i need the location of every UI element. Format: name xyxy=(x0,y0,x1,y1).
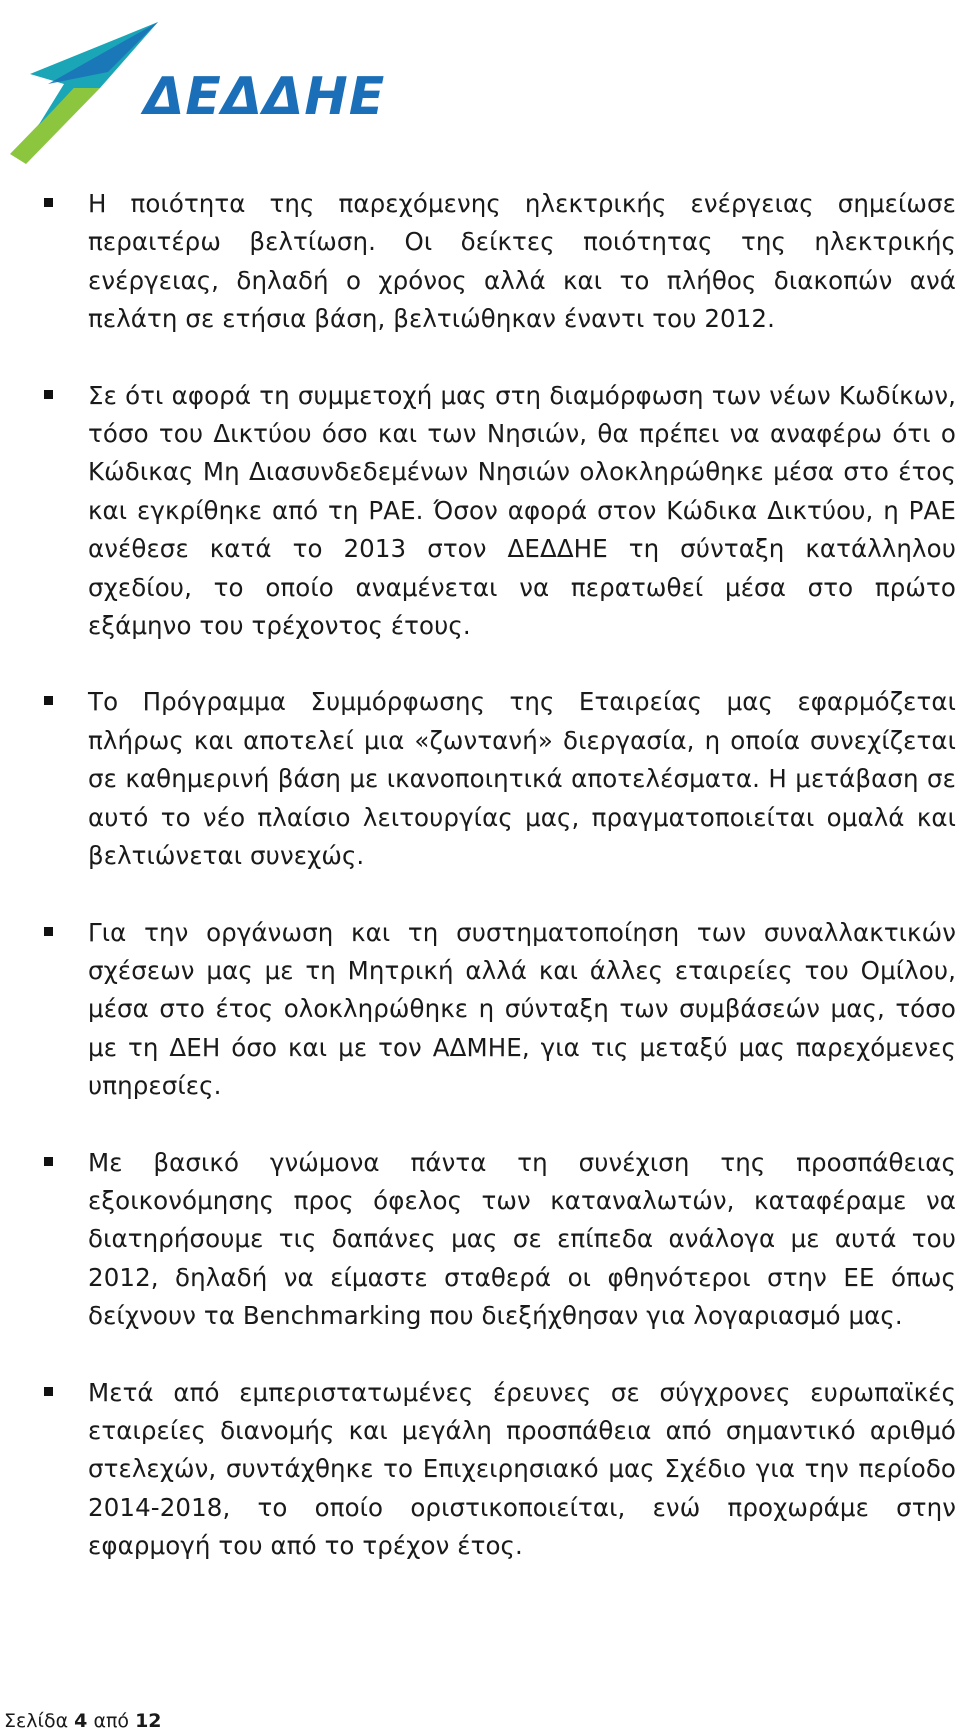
bullet-list xyxy=(0,185,960,1604)
square-bullet-icon xyxy=(44,696,53,705)
square-bullet-icon xyxy=(44,390,53,399)
bullet-text: Για την οργάνωση και τη συστηματοποίηση των συναλλακτικών σχέσεων μας με τη Μητρική αλλά και άλλες εταιρείες του Ομίλου, μέσα στο έτος ολοκληρώθηκε η σύνταξη των συμβάσεών μας, τόσο με τη ΔΕΗ όσο και με τον ΑΔΜΗΕ, για τις μεταξύ μας παρεχόμενες υπηρεσίες. xyxy=(88,917,956,1101)
bullet-text: Το Πρόγραμμα Συμμόρφωσης της Εταιρείας μας εφαρμόζεται πλήρως και αποτελεί μια «ζωντανή» διεργασία, η οποία συνεχίζεται σε καθημερινή βάση με ικανοποιητικά αποτελέσματα. Η μετάβαση σε αυτό το νέο πλαίσιο λειτουργίας μας, πραγματοποιείται ομαλά και βελτιώνεται συνεχώς. xyxy=(88,687,956,871)
logo-text: ΔΕΔΔΗΕ xyxy=(144,67,386,127)
company-logo xyxy=(8,14,388,164)
logo-graphic xyxy=(8,14,388,164)
bullet-item xyxy=(0,185,960,339)
footer-total-pages: 12 xyxy=(135,1710,162,1732)
square-bullet-icon xyxy=(44,1387,53,1396)
bullet-item xyxy=(0,377,960,646)
bullet-text: Μετά από εμπεριστατωμένες έρευνες σε σύγχρονες ευρωπαϊκές εταιρείες διανομής και μεγάλη προσπάθεια από σημαντικό αριθμό στελεχών, συντάχθηκε το Επιχειρησιακό μας Σχέδιο για την περίοδο 2014-2018, το οποίο οριστικοποιείται, ενώ προχωράμε στην εφαρμογή του από το τρέχον έτος. xyxy=(88,1377,956,1561)
bullet-item xyxy=(0,914,960,1106)
footer-prefix: Σελίδα xyxy=(4,1710,69,1732)
bullet-text: Σε ότι αφορά τη συμμετοχή μας στη διαμόρφωση των νέων Κωδίκων, τόσο του Δικτύου όσο και των Νησιών, θα πρέπει να αναφέρω ότι ο Κώδικας Μη Διασυνδεδεμένων Νησιών ολοκληρώθηκε μέσα στο έτος και εγκρίθηκε από τη ΡΑΕ. Όσον αφορά στον Κώδικα Δικτύου, η ΡΑΕ ανέθεσε κατά το 2013 στον ΔΕΔΔΗΕ τη σύνταξη κατάλληλου σχεδίου, το οποίο αναμένεται να περατωθεί μέσα στο πρώτο εξάμηνο του τρέχοντος έτους. xyxy=(88,380,956,641)
bullet-text: Η ποιότητα της παρεχόμενης ηλεκτρικής ενέργειας σημείωσε περαιτέρω βελτίωση. Οι δείκτες ποιότητας της ηλεκτρικής ενέργειας, δηλαδή ο χρόνος αλλά και το πλήθος διακοπών ανά πελάτη σε ετήσια βάση, βελτιώθηκαν έναντι του 2012. xyxy=(88,189,956,334)
bullet-item xyxy=(0,683,960,875)
bullet-item xyxy=(0,1144,960,1336)
bullet-item xyxy=(0,1374,960,1566)
square-bullet-icon xyxy=(44,927,53,936)
footer-middle: από xyxy=(93,1710,130,1732)
footer-page-number: 4 xyxy=(74,1710,88,1732)
bullet-text: Με βασικό γνώμονα πάντα τη συνέχιση της προσπάθειας εξοικονόμησης προς όφελος των καταναλωτών, καταφέραμε να διατηρήσουμε τις δαπάνες μας σε επίπεδα ανάλογα με αυτά του 2012, δηλαδή να είμαστε σταθερά οι φθηνότεροι στην ΕΕ όπως δείχνουν τα Benchmarking που διεξήχθησαν για λογαριασμό μας. xyxy=(88,1147,956,1331)
square-bullet-icon xyxy=(44,198,53,207)
square-bullet-icon xyxy=(44,1157,53,1166)
page-footer xyxy=(4,1710,162,1732)
